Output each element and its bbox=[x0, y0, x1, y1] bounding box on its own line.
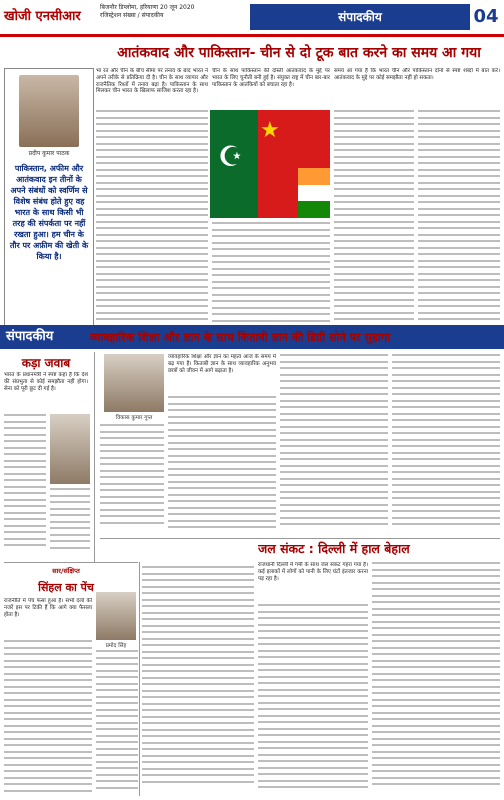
kada-jawab-col-1 bbox=[4, 414, 46, 554]
sinhal-col-1 bbox=[4, 640, 92, 796]
pakistan-flag-icon: ☪ bbox=[210, 110, 258, 218]
education-col-1 bbox=[168, 396, 276, 536]
water-col-0 bbox=[142, 566, 254, 796]
sinhal-text: राजनीति में पेंच फंसा हुआ है। सभी दलों की नजरें इस पर टिकी हैं कि आगे क्या फैसला होता है। bbox=[4, 598, 92, 618]
masthead-divider bbox=[0, 34, 504, 37]
issue-info-line-2: रजिस्ट्रेशन संख्या / संपादकीय bbox=[100, 12, 164, 19]
china-pakistan-flags-image bbox=[210, 110, 330, 218]
politician-photo bbox=[50, 414, 90, 484]
headline-second: व्यावहारिक शिक्षा और ज्ञान के साथ किताबी ज्ञान की डिग्री सोने पर सुहागा bbox=[90, 331, 391, 344]
water-col-1 bbox=[258, 604, 368, 796]
photo-caption-author-2: विकास कुमार गुप्त bbox=[115, 415, 153, 421]
article-main-col-1-text: भा रत और चीन के बीच सीमा पर तनाव के बाद भारत ने अपने तरीके से प्रतिक्रिया दी है। चीन के साथ व्यापार और राजनैतिक रिश्तों में तनाव बढ़ा है। पाकिस्तान के साथ मिलकर चीन भारत के खिलाफ साजिश करता रहा है। bbox=[96, 68, 208, 95]
author-name: प्रदीप कुमार पाठक bbox=[28, 150, 70, 157]
kada-jawab-col-2 bbox=[50, 488, 90, 554]
headline-third: जल संकट : दिल्ली में हाल बेहाल bbox=[258, 541, 410, 556]
article-main-col-1 bbox=[96, 110, 208, 322]
water-crisis-text: राजधानी दिल्ली में गर्मी के साथ जल संकट गहरा गया है। कई इलाकों में लोगों को पानी के लिए घंटों इंतजार करना पड़ रहा है। bbox=[258, 562, 368, 582]
india-flag-icon bbox=[298, 168, 330, 218]
author-profile-box bbox=[4, 68, 94, 326]
author-photo bbox=[19, 75, 79, 147]
photo-caption-author-3: प्रमोद सिंह bbox=[105, 643, 127, 649]
page-number: 04 bbox=[473, 6, 499, 27]
education-col-0 bbox=[100, 424, 164, 536]
author-photo-2 bbox=[104, 354, 164, 412]
china-flag-icon: ★ bbox=[250, 110, 330, 218]
kada-jawab-text: भारत के प्रधानमंत्री ने स्पष्ट कहा है कि देश की संप्रभुता से कोई समझौता नहीं होगा। सेना को पूरी छूट दी गई है। bbox=[4, 372, 88, 392]
section-banner: संपादकीय bbox=[250, 4, 470, 30]
article-title-kada-jawab: कड़ा जवाब bbox=[21, 356, 71, 370]
article-main-col-2-text: चीन के साथ पाकिस्तान की दोस्ती आतंकवाद के मुद्दे पर भारत के लिए चुनौती बनी हुई है। संयुक्त राष्ट्र में चीन बार-बार पाकिस्तान के आतंकियों को बचाता रहा है। bbox=[212, 68, 330, 88]
education-col-2 bbox=[280, 354, 388, 536]
issue-info bbox=[100, 4, 250, 28]
box-divider bbox=[4, 562, 138, 563]
column-divider bbox=[94, 352, 95, 562]
sinhal-col-2 bbox=[96, 650, 138, 796]
education-col-3 bbox=[392, 354, 500, 536]
headline-main: आतंकवाद और पाकिस्तान- चीन से दो टूक बात करने का समय आ गया bbox=[117, 45, 481, 61]
article-main-col-4 bbox=[418, 110, 500, 322]
issue-info-line-1: बिजनौर डिप्लोमा, हरियाणा 20 जून 2020 bbox=[100, 4, 195, 11]
article-main-col-2 bbox=[212, 222, 330, 322]
article-main-col-3 bbox=[334, 110, 414, 322]
article-main-col-3-text: समय आ गया है कि भारत चीन और पाकिस्तान दोनों से स्पष्ट शब्दों में बात करे। आतंकवाद के मुद्दे पर कोई समझौता नहीं हो सकता। bbox=[334, 68, 500, 81]
section-divider bbox=[100, 538, 500, 539]
author-photo-3 bbox=[96, 592, 136, 640]
column-header: सार/संक्षिप्त bbox=[52, 567, 80, 575]
pull-quote: पाकिस्तान, अफीम और आतंकवाद इन तीनों के अपने संबंधों को स्वर्णिम से विशेष संबंध होते हुए वह भारत के साथ किसी भी तरह की संपर्कता पर नहीं रखता हुआ। हम चीन के तौर पर अफ़ीम की खेती के किया है। bbox=[9, 164, 89, 261]
paper-name: खोजी एनसीआर bbox=[4, 9, 81, 24]
headline-fourth: सिंहल का पेंच bbox=[38, 581, 94, 594]
column-divider-2 bbox=[139, 562, 140, 796]
section-label: संपादकीय bbox=[6, 329, 54, 344]
education-text: व्यावहारिक शिक्षा और ज्ञान का महत्व आज के समय में बढ़ गया है। किताबी ज्ञान के साथ व्यावहारिक अनुभव छात्रों को जीवन में आगे बढ़ाता है। bbox=[168, 354, 276, 374]
water-col-2 bbox=[372, 562, 500, 796]
